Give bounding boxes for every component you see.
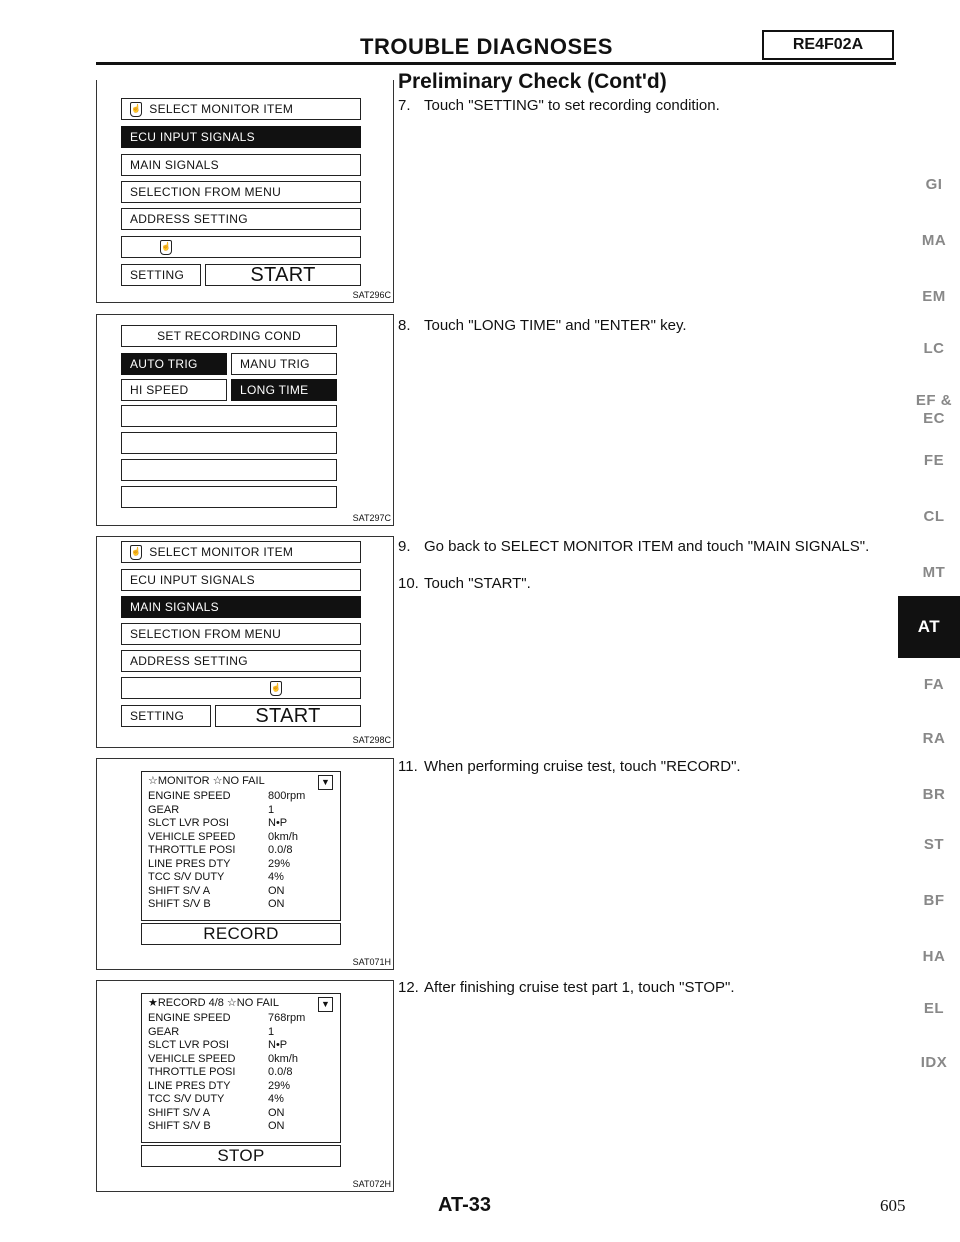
- monitor-row: [148, 858, 334, 872]
- figure-id: SAT297C: [352, 513, 391, 523]
- main-signals-button[interactable]: MAIN SIGNALS: [121, 596, 361, 618]
- blank-row: [121, 432, 337, 454]
- select-monitor-item-title: ☝ SELECT MONITOR ITEM: [121, 98, 361, 120]
- monitor-item-label: GEAR: [148, 803, 180, 816]
- monitor-item-value: ON: [268, 1106, 285, 1119]
- header-rule: [96, 62, 896, 65]
- monitor-item-label: VEHICLE SPEED: [148, 830, 236, 843]
- figure-sat071h: [96, 758, 394, 970]
- tab-lc[interactable]: LC: [923, 340, 945, 357]
- monitor-header: ★RECORD 4/8 ☆NO FAIL ▼: [148, 997, 334, 1012]
- monitor-item-value: ON: [268, 884, 285, 897]
- monitor-item-label: LINE PRES DTY: [148, 1079, 231, 1092]
- step-12: 12. After finishing cruise test part 1, touch "STOP".: [398, 979, 735, 996]
- monitor-item-value: 29%: [268, 857, 291, 870]
- tab-cl[interactable]: CL: [923, 508, 945, 525]
- scroll-down-icon[interactable]: ▼: [318, 997, 333, 1012]
- tab-st[interactable]: ST: [923, 836, 945, 853]
- step-11: 11. When performing cruise test, touch "RECORD".: [398, 758, 741, 775]
- monitor-item-value: 0km/h: [268, 830, 298, 843]
- monitor-item-label: ENGINE SPEED: [148, 790, 231, 802]
- figure-id: SAT071H: [352, 957, 391, 967]
- monitor-row: [148, 885, 334, 899]
- touch-hand-icon: ☝: [130, 102, 142, 117]
- set-recording-cond-title: SET RECORDING COND: [121, 325, 337, 347]
- tab-ef[interactable]: EF &: [915, 392, 953, 409]
- monitor-item-label: SHIFT S/V B: [148, 1120, 211, 1132]
- monitor-screen: [141, 993, 341, 1143]
- monitor-item-value: N•P: [268, 1039, 288, 1051]
- monitor-row: [148, 790, 334, 804]
- monitor-row: [148, 1012, 334, 1026]
- monitor-item-label: SHIFT S/V B: [148, 898, 211, 910]
- tab-ec[interactable]: EC: [923, 410, 945, 427]
- monitor-item-label: THROTTLE POSI: [148, 844, 236, 856]
- tab-at[interactable]: AT: [898, 596, 960, 658]
- tab-bf[interactable]: BF: [923, 892, 945, 909]
- monitor-item-label: SHIFT S/V A: [148, 884, 211, 897]
- figure-id: SAT296C: [352, 290, 391, 300]
- monitor-item-label: SLCT LVR POSI: [148, 817, 229, 829]
- monitor-row: [148, 1107, 334, 1121]
- monitor-row: [148, 1039, 334, 1053]
- monitor-row: [148, 831, 334, 845]
- step-9: 9. Go back to SELECT MONITOR ITEM and touch "MAIN SIGNALS".: [398, 538, 870, 555]
- monitor-item-value: 4%: [268, 871, 284, 883]
- monitor-row: [148, 1066, 334, 1080]
- tab-el[interactable]: EL: [923, 1000, 945, 1017]
- monitor-row: [148, 1080, 334, 1094]
- tab-fe[interactable]: FE: [923, 452, 945, 469]
- tab-ha[interactable]: HA: [922, 948, 946, 965]
- long-time-button[interactable]: LONG TIME: [231, 379, 337, 401]
- main-signals-button[interactable]: MAIN SIGNALS: [121, 154, 361, 176]
- ecu-input-signals-button[interactable]: ECU INPUT SIGNALS: [121, 569, 361, 591]
- touch-hand-icon: ☝: [270, 681, 282, 696]
- monitor-row: [148, 1026, 334, 1040]
- blank-row: [121, 459, 337, 481]
- monitor-item-value: 0.0/8: [268, 1066, 293, 1078]
- start-button[interactable]: START: [205, 264, 361, 286]
- figure-id: SAT072H: [352, 1179, 391, 1189]
- monitor-row: [148, 1093, 334, 1107]
- monitor-item-value: 4%: [268, 1093, 284, 1105]
- monitor-item-label: VEHICLE SPEED: [148, 1052, 236, 1065]
- monitor-item-label: THROTTLE POSI: [148, 1066, 236, 1078]
- monitor-item-value: ON: [268, 1120, 285, 1132]
- monitor-item-value: 768rpm: [268, 1012, 306, 1024]
- blank-row: [121, 486, 337, 508]
- blank-row: [121, 405, 337, 427]
- tab-ra[interactable]: RA: [922, 730, 946, 747]
- monitor-row: [148, 898, 334, 912]
- monitor-row: [148, 844, 334, 858]
- tab-idx[interactable]: IDX: [920, 1054, 948, 1071]
- ecu-input-signals-button[interactable]: ECU INPUT SIGNALS: [121, 126, 361, 148]
- tab-ma[interactable]: MA: [921, 232, 947, 249]
- page-number: 605: [880, 1196, 906, 1215]
- scroll-down-icon[interactable]: ▼: [318, 775, 333, 790]
- tab-gi[interactable]: GI: [925, 176, 943, 193]
- figure-sat072h: [96, 980, 394, 1192]
- monitor-item-label: GEAR: [148, 1025, 180, 1038]
- monitor-item-value: 0km/h: [268, 1052, 298, 1065]
- monitor-screen: [141, 771, 341, 921]
- monitor-item-label: SHIFT S/V A: [148, 1106, 211, 1119]
- model-code-badge: RE4F02A: [762, 30, 894, 60]
- record-button[interactable]: RECORD: [141, 923, 341, 945]
- touch-hand-icon: ☝: [130, 545, 142, 560]
- monitor-item-value: ON: [268, 898, 285, 910]
- monitor-row: [148, 1120, 334, 1134]
- page-title: TROUBLE DIAGNOSES: [360, 34, 613, 59]
- monitor-item-value: 1: [268, 803, 275, 816]
- blank-row: [121, 236, 361, 258]
- monitor-item-label: LINE PRES DTY: [148, 857, 231, 870]
- figure-sat297c: [96, 314, 394, 526]
- monitor-item-value: 800rpm: [268, 790, 306, 802]
- monitor-item-value: 1: [268, 1025, 275, 1038]
- tab-fa[interactable]: FA: [923, 676, 945, 693]
- figure-sat296c: [96, 80, 394, 303]
- monitor-item-value: 29%: [268, 1079, 291, 1092]
- select-monitor-item-title: ☝ SELECT MONITOR ITEM: [121, 541, 361, 563]
- page-code: AT-33: [438, 1194, 491, 1216]
- start-button[interactable]: START: [215, 705, 361, 727]
- tab-em[interactable]: EM: [922, 288, 946, 305]
- monitor-item-value: N•P: [268, 817, 288, 829]
- setting-button[interactable]: SETTING: [121, 705, 211, 727]
- monitor-item-label: TCC S/V DUTY: [148, 871, 225, 883]
- monitor-row: [148, 804, 334, 818]
- monitor-row: [148, 817, 334, 831]
- step-10: 10. Touch "START".: [398, 575, 531, 592]
- monitor-header: ☆MONITOR ☆NO FAIL ▼: [148, 775, 334, 790]
- address-setting-button[interactable]: ADDRESS SETTING: [121, 650, 361, 672]
- step-8: 8. Touch "LONG TIME" and "ENTER" key.: [398, 317, 687, 334]
- monitor-row: [148, 1053, 334, 1067]
- monitor-row: [148, 871, 334, 885]
- setting-button[interactable]: SETTING: [121, 264, 201, 286]
- blank-row: [121, 677, 361, 699]
- monitor-item-label: SLCT LVR POSI: [148, 1039, 229, 1051]
- touch-hand-icon: ☝: [160, 240, 172, 255]
- monitor-item-label: ENGINE SPEED: [148, 1012, 231, 1024]
- manu-trig-button[interactable]: MANU TRIG: [231, 353, 337, 375]
- figure-sat298c: [96, 536, 394, 748]
- hi-speed-button[interactable]: HI SPEED: [121, 379, 227, 401]
- selection-from-menu-button[interactable]: SELECTION FROM MENU: [121, 623, 361, 645]
- section-title: Preliminary Check (Cont'd): [398, 70, 667, 93]
- address-setting-button[interactable]: ADDRESS SETTING: [121, 208, 361, 230]
- step-7: 7. Touch "SETTING" to set recording condition.: [398, 97, 720, 114]
- monitor-item-label: TCC S/V DUTY: [148, 1093, 225, 1105]
- tab-mt[interactable]: MT: [922, 564, 946, 581]
- tab-br[interactable]: BR: [922, 786, 946, 803]
- selection-from-menu-button[interactable]: SELECTION FROM MENU: [121, 181, 361, 203]
- auto-trig-button[interactable]: AUTO TRIG: [121, 353, 227, 375]
- stop-button[interactable]: STOP: [141, 1145, 341, 1167]
- figure-id: SAT298C: [352, 735, 391, 745]
- monitor-item-value: 0.0/8: [268, 844, 293, 856]
